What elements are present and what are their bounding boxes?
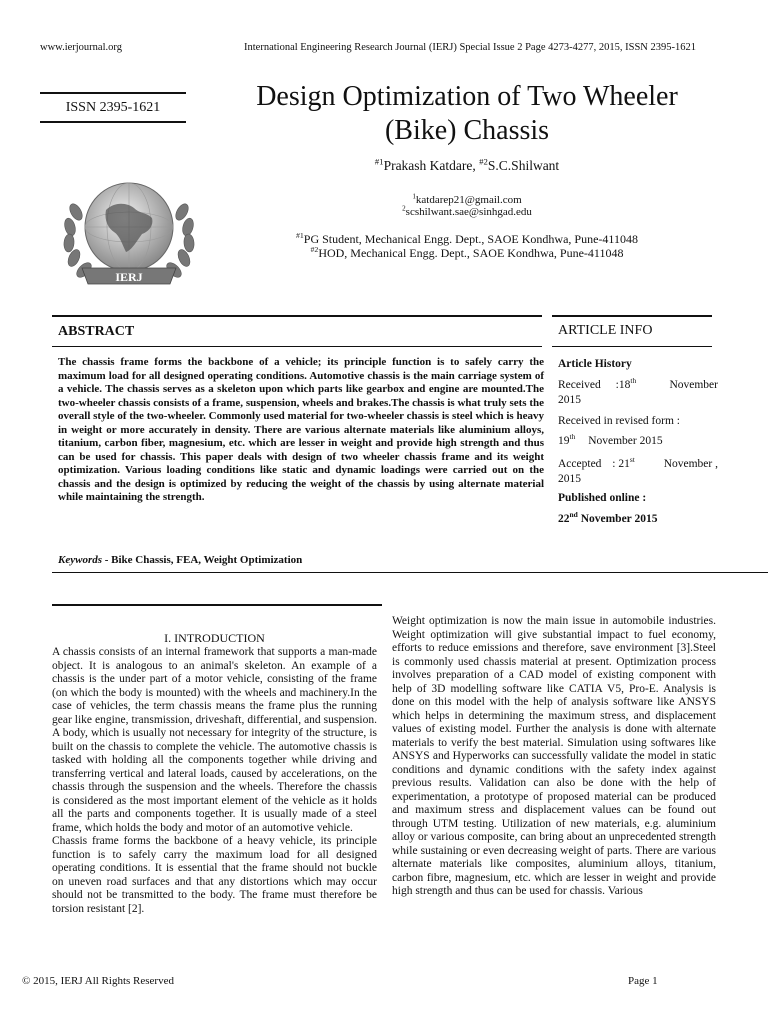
accepted-month: November , [663,458,718,470]
site-url[interactable]: www.ierjournal.org [40,42,122,53]
intro-paragraph-2: Chassis frame forms the backbone of a heavy vehicle, its principle function is to safely carry the maximum load for all designed operating conditions. It is essential that the frame should not buckle on uneven road surfaces and that any distortions which may occur should not be transmitted to the body. The frame must therefore be torsion resistant [2]. [52,835,377,915]
author-emails [214,194,720,218]
accepted-label: Accepted [558,458,602,470]
article-info-top-rule [552,315,712,317]
authors [214,158,720,174]
author-1: Prakash Katdare, [383,158,480,173]
revised-date [558,434,718,449]
globe-laurel-icon [54,172,204,292]
abstract-heading: ABSTRACT [58,324,135,339]
issn-bottom-rule [40,121,186,123]
accepted-day: : 21 [612,458,630,470]
intro-top-rule [52,604,382,606]
email-1[interactable]: katdarep21@gmail.com [415,194,522,206]
intro-heading: I. INTRODUCTION [164,631,265,645]
email-1-marker: 1 [412,192,416,201]
received-sup: th [630,376,637,386]
affil-2-marker: #2 [310,245,319,254]
right-column-text: Weight optimization is now the main issue in automobile industries. Weight optimization will give substantial impact to fuel economy, efforts to reduce emissions and therefore, save environment [3].Steel is commonly used chassis material at present. Optimization process involves preparation of a CAD model of existing component with help of 3D modelling software like CATIA V5, Pro-E. Analysis is done on this model with the help of analysis software like ANSYS which helps in determining the maximum stress, and displacement values of existing model. Further the analysis is done with alternate materials to verify the best material. Simulation using softwares like ANSYS and Hyperworks can successfully validate the model in static conditions and dynamic conditions with the safety index against previous results. Validation can also be done with the help of experimentation, a prototype of proposed material can be produced and maximum stress and displacement values can be found out through UTM testing. Utilization of new materials, e.g. aluminium alloy or various composite, can bring about an unprecedented strength while sustaining or even decreasing weight of parts. There are various alternate materials like composites, aluminium alloys, titanium, carbon fibre, magnesium, etc. which are lesser in weight and provide high strength and thus can be used for chassis. Various [392,615,716,897]
accepted-year: 2015 [558,473,581,485]
author-2-marker: #2 [479,156,488,167]
keywords-text: - Bike Chassis, FEA, Weight Optimization [102,554,303,566]
abstract-top-rule [52,315,542,317]
author-2: S.C.Shilwant [487,158,560,173]
revised-day: 19 [558,435,570,447]
intro-text [52,646,377,916]
logo-label: IERJ [115,270,143,284]
accepted-date [558,457,718,487]
page-number: Page 1 [628,975,658,987]
revised-rest: November 2015 [588,435,663,447]
email-2[interactable]: scshilwant.sae@sinhgad.edu [405,206,532,218]
title-line-1: Design Optimization of Two Wheeler [256,81,678,112]
affiliation-1: PG Student, Mechanical Engg. Dept., SAOE Kondhwa, Pune-411048 [303,232,638,246]
issn-box [40,92,186,123]
article-info-heading-rule [552,346,712,347]
published-sup: nd [569,510,578,520]
title-line-2: (Bike) Chassis [384,115,550,146]
copyright: © 2015, IERJ All Rights Reserved [22,975,174,987]
received-day: :18 [615,379,631,391]
journal-citation: International Engineering Research Journal (IERJ) Special Issue 2 Page 4273-4277, 2015, ISSN 2395-1621 [244,42,696,53]
published-date [558,512,718,527]
revised-sup: th [569,432,576,442]
keywords [58,554,544,566]
received-date [558,378,718,408]
revised-label: Received in revised form : [558,415,680,427]
affil-1-marker: #1 [296,231,304,240]
published-label: Published online : [558,492,647,504]
received-year: 2015 [558,394,581,406]
received-month: November [669,379,718,391]
intro-paragraph-1: A chassis consists of an internal framework that supports a man-made object. It is analogous to an animal's skeleton. An example of a chassis is the under part of a motor vehicle, consisting of the frame (on which the body is mounted) with the wheels and machinery.In the case of vehicles, the term chassis means the frame plus the running gear like engine, transmission, driveshaft, differential, and suspension. A body, which is usually not necessary for integrity of the structure, is built on the chassis to complete the vehicle. The automotive chassis is tasked with holding all the components together while driving and transferring vertical and lateral loads, caused by accelerations, on the chassis through the suspension and the wheels. Therefore the chassis is considered as the most important element of the vehicle as it holds all the parts and components together. It is usually made of a steel frame, which holds the body and motor of an automotive vehicle. [52,646,377,834]
author-1-marker: #1 [374,156,384,167]
received-label: Received [558,379,601,391]
keywords-label: Keywords [58,554,102,566]
email-2-marker: 2 [402,204,406,213]
affiliation-2: HOD, Mechanical Engg. Dept., SAOE Kondhwa, Pune-411048 [318,246,624,260]
published-rest: November 2015 [577,513,658,525]
affiliations [214,232,720,260]
abstract-text: The chassis frame forms the backbone of a vehicle; its principle function is to safely carry the maximum load for all designed operating conditions. Automotive chassis is the main carriage system of a vehicle. The chassis serves as a skeleton upon which parts like gearbox and engine are mounted.The two-wheeler chassis consists of a frame, suspension, wheels and brakes.The chassis is what truly sets the overall style of the two-wheeler. Commonly used material for two-wheeler chassis is steel which is heavy in weight or more accurately in density. There are various alternate materials like aluminium alloys, titanium, carbon fiber, magnesium, etc. which are lesser in weight and provide high strength and thus can be used for chassis. This paper deals with design of two wheeler chassis frame and its weight optimization. Various loading conditions like static and dynamic loadings were carried out on the chassis and the design is optimized by reducing the weight of the chassis by using alternate material while maintaining the strength. [58,356,544,503]
paper-title [214,80,720,148]
article-info-heading: ARTICLE INFO [558,323,653,338]
issn-label: ISSN 2395-1621 [65,100,161,115]
accepted-sup: st [629,455,635,465]
keywords-rule [52,572,768,573]
ierj-logo [54,172,204,292]
article-history-label: Article History [558,358,632,370]
published-day: 22 [558,513,570,525]
abstract-heading-rule [52,346,542,347]
